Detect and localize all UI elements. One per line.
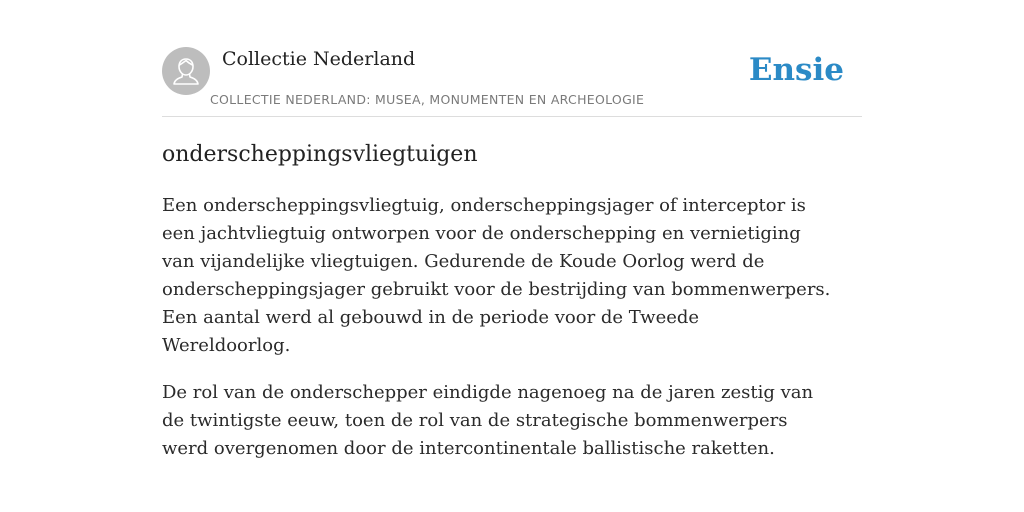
ensie-logo[interactable]: Ensie bbox=[748, 52, 844, 88]
entry-term: onderscheppingsvliegtuigen bbox=[162, 142, 478, 167]
user-silhouette-icon bbox=[162, 47, 210, 95]
author-avatar[interactable] bbox=[162, 47, 210, 95]
collection-name[interactable]: COLLECTIE NEDERLAND: MUSEA, MONUMENTEN EN ARCHEOLOGIE bbox=[210, 92, 645, 107]
definition-paragraph: De rol van de onderschepper eindigde nagenoeg na de jaren zestig van de twintigste eeuw, toen de rol van de strategische bommenwerpers werd overgenomen door de intercontinentale ballistische raketten. bbox=[162, 382, 814, 459]
entry-definition bbox=[162, 192, 832, 463]
author-name[interactable]: Collectie Nederland bbox=[222, 48, 416, 70]
entry-content bbox=[162, 138, 832, 482]
entry-header bbox=[162, 46, 862, 117]
definition-paragraph: Een onderscheppingsvliegtuig, onderscheppingsjager of interceptor is een jachtvliegtuig ontworpen voor de onderschepping en vernietiging van vijandelijke vliegtuigen. Gedurende de Koude Oorlog werd de onderscheppingsjager gebruikt voor de bestrijding van bommenwerpers. Een aantal werd al gebouwd in de periode voor de Tweede Wereldoorlog. bbox=[162, 195, 831, 356]
